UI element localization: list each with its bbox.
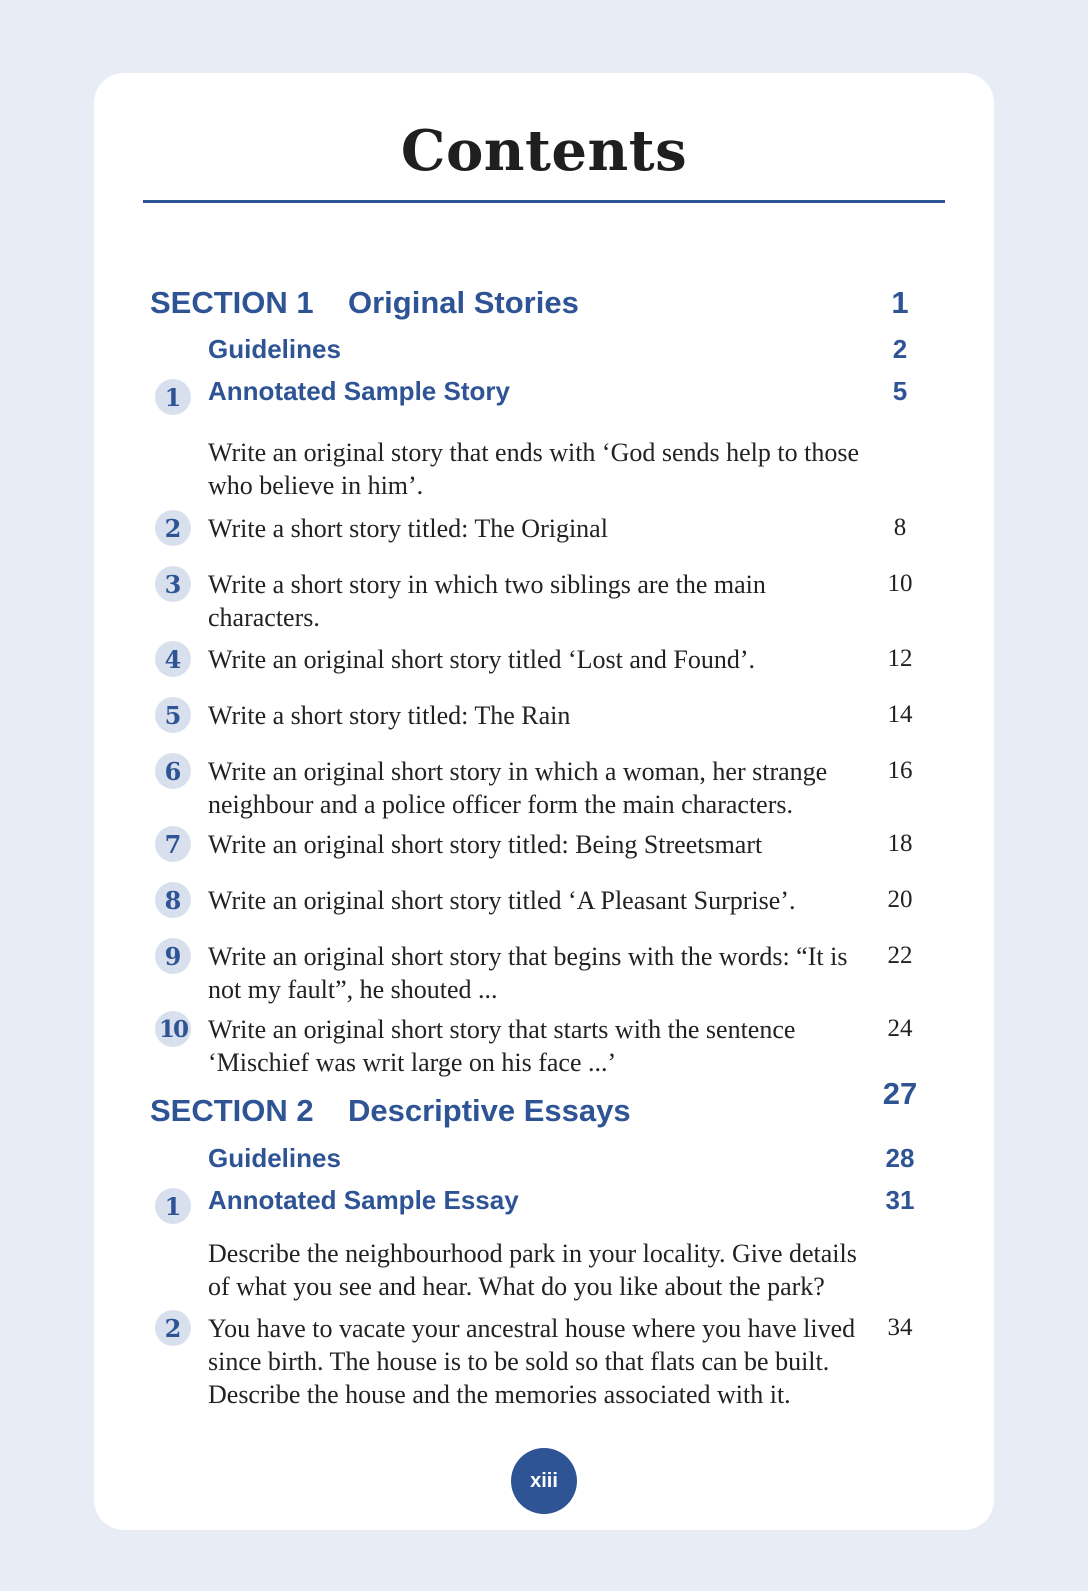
toc-entry-page: 20 xyxy=(887,886,913,913)
entry-number-badge: 1 xyxy=(155,1188,191,1224)
toc-entry-text[interactable]: Write a short story titled: The Rain xyxy=(208,701,571,730)
toc-entry-text[interactable]: You have to vacate your ancestral house where you have lived since birth. The house is to be sold so that flats can be built. Describe the house and the memories associated with it. xyxy=(208,1314,856,1409)
section-1-sample-title[interactable]: Annotated Sample Story xyxy=(208,376,510,406)
entry-number-badge: 10 xyxy=(155,1011,191,1047)
section-2-sample-title[interactable]: Annotated Sample Essay xyxy=(208,1185,519,1215)
toc-entry-text[interactable]: Write an original short story titled ‘A Pleasant Surprise’. xyxy=(208,886,796,915)
toc-entry-text[interactable]: Write an original short story that begins with the words: “It is not my fault”, he shouted ... xyxy=(208,942,848,1004)
toc-entry-text[interactable]: Write a short story in which two siblings are the main characters. xyxy=(208,570,766,632)
section-2-guidelines-page: 28 xyxy=(885,1143,915,1173)
section-1-sample-page: 5 xyxy=(892,376,908,406)
section-1-guidelines[interactable]: Guidelines xyxy=(208,334,341,364)
toc-entry-page: 16 xyxy=(887,757,913,784)
section-1-label: SECTION 1 xyxy=(150,285,314,320)
entry-number-badge: 3 xyxy=(155,566,191,602)
toc-entry-page: 24 xyxy=(887,1015,913,1042)
toc-entry-page: 8 xyxy=(893,514,907,541)
section-2-sample-description: Describe the neighbourhood park in your locality. Give details of what you see and hear. What do you like about the park? xyxy=(208,1239,857,1301)
entry-number-badge: 7 xyxy=(155,826,191,862)
toc-entry-text[interactable]: Write an original short story that starts with the sentence ‘Mischief was writ large on his face ...’ xyxy=(208,1015,796,1077)
section-2-title[interactable]: Descriptive Essays xyxy=(348,1093,631,1128)
entry-number-badge: 4 xyxy=(155,641,191,677)
toc-entry-page: 10 xyxy=(887,570,913,597)
section-1-sample-description: Write an original story that ends with ‘God sends help to those who believe in him’. xyxy=(208,438,860,500)
section-1-guidelines-page: 2 xyxy=(892,334,908,364)
toc-entry-page: 14 xyxy=(887,701,913,728)
toc-entry-text[interactable]: Write an original short story in which a woman, her strange neighbour and a police officer form the main characters. xyxy=(208,757,828,819)
toc-entry-text[interactable]: Write a short story titled: The Original xyxy=(208,514,608,543)
page-number-badge: xiii xyxy=(511,1448,577,1514)
toc-entry-text[interactable]: Write an original short story titled ‘Lost and Found’. xyxy=(208,645,756,674)
entry-number-badge: 8 xyxy=(155,882,191,918)
section-2-page: 27 xyxy=(882,1076,918,1111)
entry-number-badge: 2 xyxy=(155,1310,191,1346)
section-2-sample-page: 31 xyxy=(885,1185,915,1215)
entry-number-badge: 2 xyxy=(155,510,191,546)
toc-entry-page: 34 xyxy=(887,1314,913,1341)
section-2-guidelines[interactable]: Guidelines xyxy=(208,1143,341,1173)
toc-entry-text[interactable]: Write an original short story titled: Being Streetsmart xyxy=(208,830,763,859)
page-title: Contents xyxy=(400,118,688,184)
title-underline xyxy=(143,200,945,203)
entry-number-badge: 6 xyxy=(155,753,191,789)
section-2-label: SECTION 2 xyxy=(150,1093,314,1128)
toc-entry-page: 22 xyxy=(887,942,913,969)
entry-number-badge: 1 xyxy=(155,379,191,415)
entry-number-badge: 9 xyxy=(155,938,191,974)
section-1-title[interactable]: Original Stories xyxy=(348,285,579,320)
entry-number-badge: 5 xyxy=(155,697,191,733)
toc-entry-page: 18 xyxy=(887,830,913,857)
toc-entry-page: 12 xyxy=(887,645,913,672)
section-1-page: 1 xyxy=(891,285,909,320)
